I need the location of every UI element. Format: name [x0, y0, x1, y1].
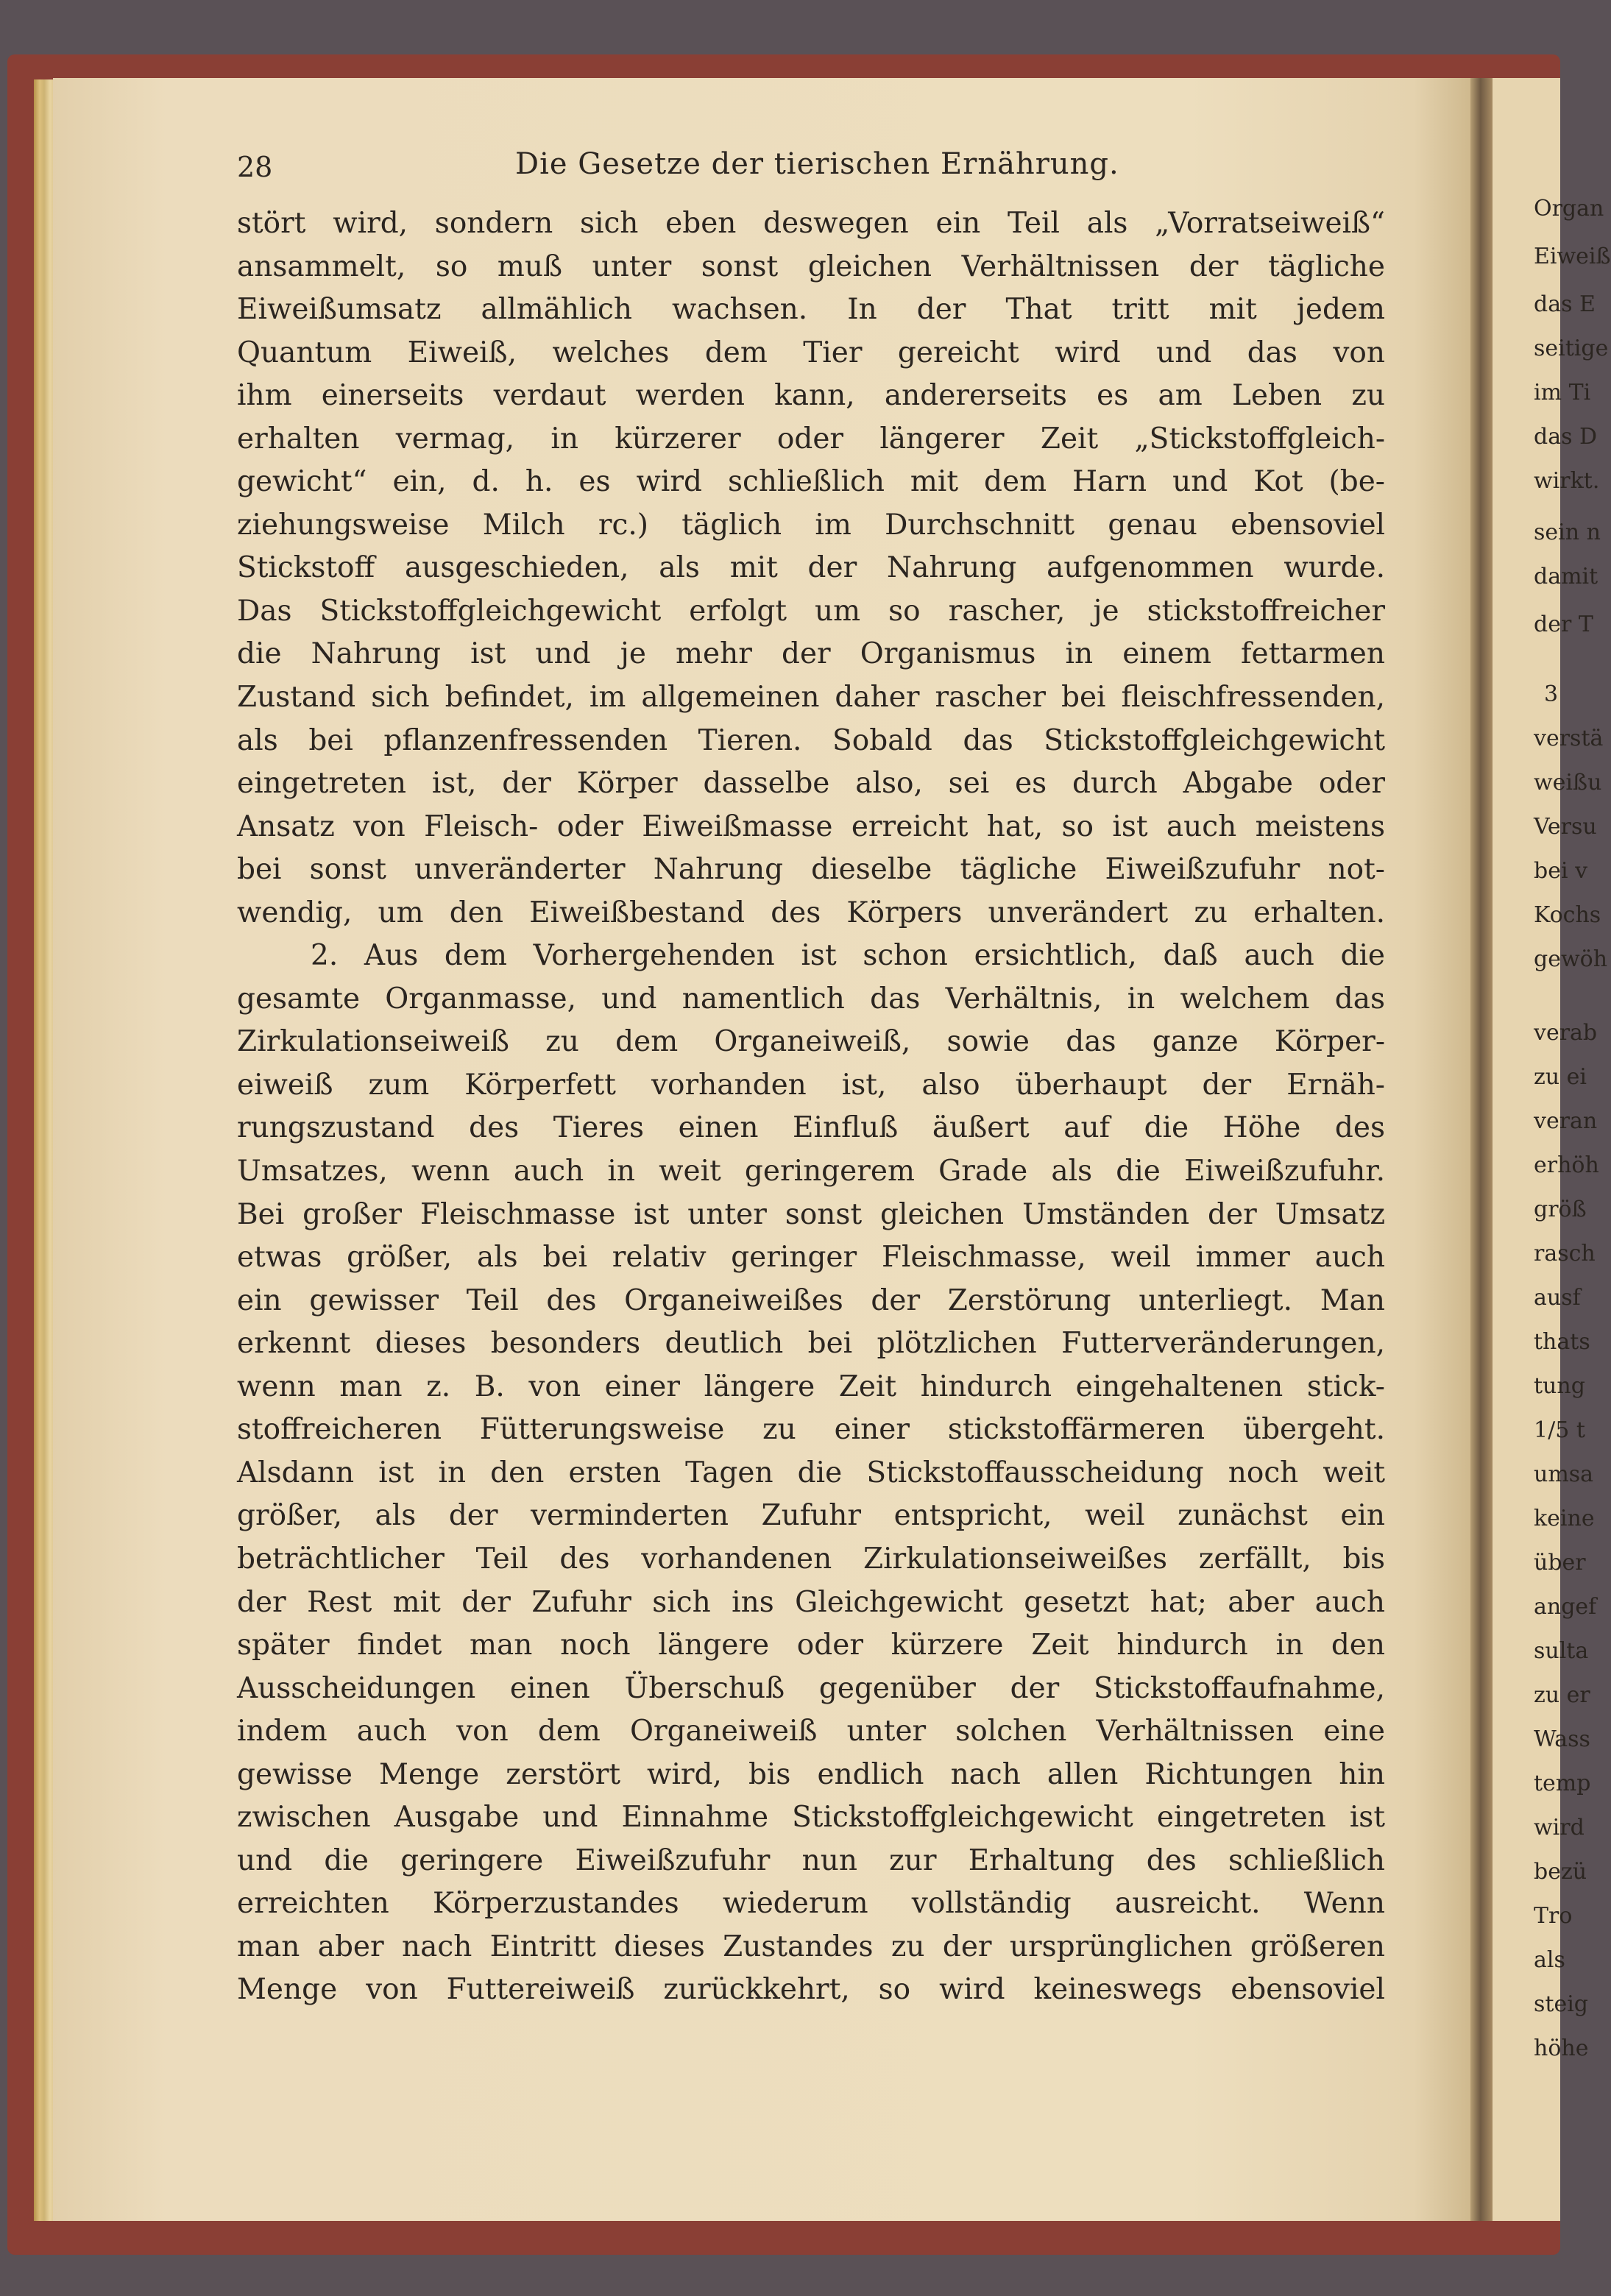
- running-title: Die Gesetze der tierischen Ernährung.: [515, 147, 1119, 181]
- text-line: beträchtlicher Teil des vorhandenen Zirkulationseiweißes zerfällt, bis: [237, 1542, 1385, 1576]
- facing-page-fragment: das D: [1534, 424, 1598, 450]
- facing-page-fragment: größ: [1534, 1197, 1587, 1222]
- text-line: indem auch von dem Organeiweiß unter solchen Verhältnissen eine: [237, 1715, 1385, 1748]
- text-line: erreichten Körperzustandes wiederum vollständig ausreicht. Wenn: [237, 1887, 1385, 1921]
- text-line: Menge von Futtereiweiß zurückkehrt, so wird keineswegs ebensoviel: [237, 1973, 1385, 2007]
- text-line: ein gewisser Teil des Organeiweißes der Zerstörung unterliegt. Man: [237, 1283, 1385, 1317]
- facing-page-fragment: höhe: [1534, 2035, 1589, 2061]
- text-line: etwas größer, als bei relativ geringer Fleischmasse, weil immer auch: [237, 1241, 1385, 1275]
- text-line: gewicht“ ein, d. h. es wird schließlich mit dem Harn und Kot (be-: [237, 465, 1385, 499]
- facing-page-fragment: angef: [1534, 1594, 1597, 1620]
- text-line: und die geringere Eiweißzufuhr nun zur Erhaltung des schließlich: [237, 1843, 1385, 1877]
- text-line: der Rest mit der Zufuhr sich ins Gleichgewicht gesetzt hat; aber auch: [237, 1585, 1385, 1619]
- text-line: erkennt dieses besonders deutlich bei plötzlichen Futterveränderungen,: [237, 1327, 1385, 1361]
- facing-page-fragment: verstä: [1534, 726, 1604, 751]
- text-line: gesamte Organmasse, und namentlich das Verhältnis, in welchem das: [237, 982, 1385, 1016]
- text-line: größer, als der verminderten Zufuhr entspricht, weil zunächst ein: [237, 1499, 1385, 1533]
- text-line: gewisse Menge zerstört wird, bis endlich nach allen Richtungen hin: [237, 1757, 1385, 1791]
- text-line: man aber nach Eintritt dieses Zustandes zu der ursprünglichen größeren: [237, 1930, 1385, 1963]
- facing-page-fragment: temp: [1534, 1771, 1591, 1796]
- facing-page-fragment: rasch: [1534, 1241, 1596, 1266]
- facing-page-fragment: bezü: [1534, 1859, 1587, 1885]
- text-line: Zustand sich befindet, im allgemeinen daher rascher bei fleischfressenden,: [237, 681, 1385, 715]
- text-line: Eiweißumsatz allmählich wachsen. In der That tritt mit jedem: [237, 293, 1385, 327]
- text-line: wenn man z. B. von einer längere Zeit hindurch eingehaltenen stick-: [237, 1370, 1385, 1403]
- text-line: Stickstoff ausgeschieden, als mit der Nahrung aufgenommen wurde.: [237, 551, 1385, 585]
- facing-page-fragment: Tro: [1534, 1903, 1573, 1929]
- facing-page-fragment: im Ti: [1534, 380, 1591, 405]
- facing-page-fragment: gewöh: [1534, 946, 1608, 972]
- facing-page-fragment: Organ: [1534, 196, 1604, 222]
- facing-page-fragment: wird: [1534, 1815, 1585, 1840]
- text-line: später findet man noch längere oder kürzere Zeit hindurch in den: [237, 1629, 1385, 1662]
- text-line: eiweiß zum Körperfett vorhanden ist, also überhaupt der Ernäh-: [237, 1068, 1385, 1102]
- facing-page-fragment: zu ei: [1534, 1064, 1587, 1090]
- facing-page-fragment: tung: [1534, 1373, 1585, 1399]
- facing-page: [1493, 78, 1611, 2221]
- text-line: eingetreten ist, der Körper dasselbe also, sei es durch Abgabe oder: [237, 767, 1385, 801]
- facing-page-fragment: erhöh: [1534, 1152, 1599, 1178]
- facing-page-fragment: Versu: [1534, 814, 1597, 840]
- text-line: Bei großer Fleischmasse ist unter sonst gleichen Umständen der Umsatz: [237, 1197, 1385, 1231]
- facing-page-fragment: das E: [1534, 291, 1596, 317]
- book-gutter: [1470, 78, 1493, 2221]
- text-line: stört wird, sondern sich eben deswegen ein Teil als „Vorratseiweiß“: [237, 207, 1385, 240]
- facing-page-fragment: seitige: [1534, 336, 1609, 361]
- text-line: Umsatzes, wenn auch in weit geringerem Grade als die Eiweißzufuhr.: [237, 1155, 1385, 1188]
- text-line: Ausscheidungen einen Überschuß gegenüber der Stickstoffaufnahme,: [237, 1671, 1385, 1705]
- text-line: ansammelt, so muß unter sonst gleichen Verhältnissen der tägliche: [237, 249, 1385, 283]
- text-line: 2. Aus dem Vorhergehenden ist schon ersichtlich, daß auch die: [311, 939, 1385, 973]
- facing-page-fragment: weißu: [1534, 770, 1602, 796]
- facing-page-fragment: Wass: [1534, 1726, 1590, 1752]
- facing-page-fragment: ausf: [1534, 1285, 1581, 1311]
- facing-page-fragment: veran: [1534, 1108, 1598, 1134]
- facing-page-fragment: wirkt.: [1534, 468, 1600, 494]
- facing-page-fragment: keine: [1534, 1506, 1595, 1531]
- facing-page-fragment: thats: [1534, 1329, 1590, 1355]
- text-line: wendig, um den Eiweißbestand des Körpers unverändert zu erhalten.: [237, 896, 1385, 929]
- text-line: als bei pflanzenfressenden Tieren. Sobald das Stickstoffgleichgewicht: [237, 723, 1385, 757]
- facing-page-fragment: als: [1534, 1947, 1565, 1973]
- text-line: bei sonst unveränderter Nahrung dieselbe tägliche Eiweißzufuhr not-: [237, 853, 1385, 887]
- facing-page-fragment: über: [1534, 1550, 1586, 1576]
- text-line: Quantum Eiweiß, welches dem Tier gereicht wird und das von: [237, 336, 1385, 369]
- text-line: ziehungsweise Milch rc.) täglich im Durchschnitt genau ebensoviel: [237, 508, 1385, 542]
- text-line: Das Stickstoffgleichgewicht erfolgt um so rascher, je stickstoffreicher: [237, 594, 1385, 628]
- facing-page-fragment: der T: [1534, 612, 1593, 637]
- body-text: [237, 202, 1385, 2012]
- text-line: die Nahrung ist und je mehr der Organismus in einem fettarmen: [237, 637, 1385, 671]
- facing-page-fragment: 1/5 t: [1534, 1417, 1585, 1443]
- text-line: Alsdann ist in den ersten Tagen die Stickstoffausscheidung noch weit: [237, 1456, 1385, 1489]
- facing-page-fragment: Eiweiß: [1534, 244, 1611, 269]
- text-line: Zirkulationseiweiß zu dem Organeiweiß, sowie das ganze Körper-: [237, 1025, 1385, 1059]
- facing-page-fragment: Kochs: [1534, 902, 1601, 928]
- facing-page-fragment: verab: [1534, 1020, 1598, 1046]
- facing-page-fragment: bei v: [1534, 858, 1588, 884]
- text-line: stoffreicheren Fütterungsweise zu einer stickstoffärmeren übergeht.: [237, 1413, 1385, 1447]
- facing-page-fragment: sulta: [1534, 1638, 1589, 1664]
- facing-page-fragment: zu er: [1534, 1682, 1590, 1708]
- text-line: zwischen Ausgabe und Einnahme Stickstoffgleichgewicht eingetreten ist: [237, 1801, 1385, 1835]
- facing-page-fragment: sein n: [1534, 520, 1601, 545]
- facing-page-fragment: umsa: [1534, 1461, 1594, 1487]
- text-line: ihm einerseits verdaut werden kann, andererseits es am Leben zu: [237, 379, 1385, 413]
- facing-page-fragment: 3: [1544, 681, 1559, 707]
- page-number: 28: [237, 151, 273, 183]
- text-line: erhalten vermag, in kürzerer oder längerer Zeit „Stickstoffgleich-: [237, 422, 1385, 456]
- facing-page-fragment: damit: [1534, 564, 1598, 589]
- text-line: Ansatz von Fleisch- oder Eiweißmasse erreicht hat, so ist auch meistens: [237, 809, 1385, 843]
- facing-page-fragment: steig: [1534, 1991, 1589, 2017]
- text-line: rungszustand des Tieres einen Einfluß äußert auf die Höhe des: [237, 1111, 1385, 1145]
